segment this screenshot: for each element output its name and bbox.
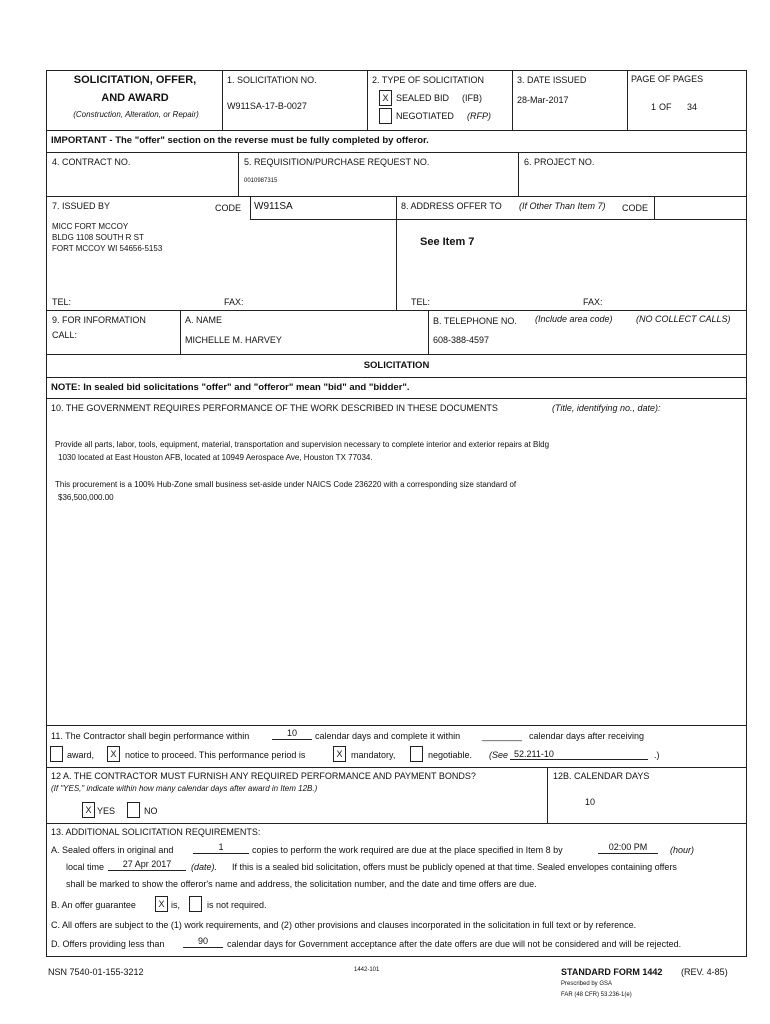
see-label: (See (489, 750, 509, 760)
item11-text-b: calendar days and complete it within (315, 731, 461, 741)
name-label: A. NAME (185, 315, 223, 325)
copies-count[interactable]: 1 (193, 842, 249, 854)
completion-days[interactable]: ________ (482, 731, 523, 741)
solicitation-no[interactable]: W911SA-17-B-0027 (227, 101, 307, 111)
issuer-address-line3: FORT MCCOY WI 54656-5153 (52, 244, 163, 253)
guarantee-is-checkbox[interactable]: X (155, 896, 168, 912)
no-collect-note: (NO COLLECT CALLS) (636, 314, 731, 324)
guarantee-not-checkbox[interactable] (189, 896, 202, 912)
contract-no-label: 4. CONTRACT NO. (52, 157, 131, 167)
acceptance-days[interactable]: 90 (183, 936, 223, 948)
work-description-line1: Provide all parts, labor, tools, equipment, material, transportation and supervision necessary to complete interior and exterior repairs at Bldg (55, 440, 550, 449)
item11-text-c: calendar days after receiving (529, 731, 645, 741)
page-number: 1 (651, 102, 657, 112)
info-call-label: CALL: (52, 330, 78, 340)
bonds-yes-label: YES (97, 806, 116, 816)
area-code-note: (Include area code) (535, 314, 613, 324)
form-code: 1442-101 (354, 967, 380, 973)
item13-label: 13. ADDITIONAL SOLICITATION REQUIREMENTS: (51, 827, 261, 837)
solicitation-heading: SOLICITATION (363, 360, 430, 371)
contact-phone[interactable]: 608-388-4597 (433, 335, 490, 345)
mandatory-label: mandatory, (351, 750, 396, 760)
item13d-text1: D. Offers providing less than (51, 939, 165, 949)
item13a-text3: If this is a sealed bid solicitation, offers must be publicly opened at that time. Sealed envelopes containing offers (232, 862, 677, 872)
item13b-text1: B. An offer guarantee (51, 900, 136, 910)
item13a-text2: copies to perform the work required are due at the place specified in Item 8 by (252, 845, 563, 855)
item11-text-a: 11. The Contractor shall begin performance within (51, 731, 250, 741)
contact-name[interactable]: MICHELLE M. HARVEY (185, 335, 282, 345)
item13d-text2: calendar days for Government acceptance after the date offers are due will not be considered and will be rejected. (227, 939, 682, 949)
item12a-label: 12 A. THE CONTRACTOR MUST FURNISH ANY REQUIRED PERFORMANCE AND PAYMENT BONDS? (51, 771, 476, 781)
requisition-label: 5. REQUISITION/PURCHASE REQUEST NO. (244, 157, 430, 167)
negotiated-label: NEGOTIATED (396, 111, 454, 121)
form-subtitle: (Construction, Alteration, or Repair) (73, 110, 199, 119)
solicitation-type-label: 2. TYPE OF SOLICITATION (372, 75, 485, 85)
negotiable-label: negotiable. (428, 750, 473, 760)
set-aside-line2: $36,500,000.00 (58, 493, 114, 502)
clause-number[interactable]: 52.211-10 (510, 749, 648, 760)
requisition-no[interactable]: 0010987315 (244, 178, 278, 184)
item13c-text: C. All offers are subject to the (1) work requirements, and (2) other provisions and clauses incorporated in the solicitation in full text or by reference. (51, 920, 637, 930)
bonds-no-label: NO (144, 806, 158, 816)
standard-form: STANDARD FORM 1442 (561, 967, 663, 977)
bonds-no-checkbox[interactable] (127, 802, 140, 818)
mandatory-checkbox[interactable]: X (333, 746, 346, 762)
work-description-line2: 1030 located at East Houston AFB, located at 10949 Aerospace Ave, Houston TX 77034. (58, 453, 373, 462)
form-title: SOLICITATION, OFFER, (73, 74, 197, 86)
local-time-label: local time (66, 862, 105, 872)
nsn-number: NSN 7540-01-155-3212 (48, 967, 144, 977)
negotiated-abbr: (RFP) (467, 111, 491, 121)
item13a-text1: A. Sealed offers in original and (51, 845, 174, 855)
sealed-bid-abbr: (IFB) (462, 93, 482, 103)
date-issued[interactable]: 28-Mar-2017 (517, 95, 569, 105)
item13b-text2: is not required. (207, 900, 267, 910)
sealed-bid-label: SEALED BID (396, 93, 450, 103)
of-label: OF (659, 102, 672, 112)
fax-label-2: FAX: (583, 297, 603, 307)
start-days[interactable]: 10 (272, 728, 312, 740)
see-end: .) (654, 750, 660, 760)
negotiable-checkbox[interactable] (410, 746, 423, 762)
notice-label: notice to proceed. This performance period is (125, 750, 306, 760)
address-offer-label: 8. ADDRESS OFFER TO (401, 201, 502, 211)
set-aside-line1: This procurement is a 100% Hub-Zone small business set-aside under NAICS Code 236220 with a corresponding size standard of (55, 480, 517, 489)
sealed-bid-checkbox[interactable]: X (379, 90, 392, 106)
issued-by-label: 7. ISSUED BY (52, 201, 111, 211)
tel-label-2: TEL: (411, 297, 431, 307)
solicitation-no-label: 1. SOLICITATION NO. (227, 75, 317, 85)
award-label: award, (67, 750, 95, 760)
issuer-code[interactable]: W911SA (254, 201, 293, 212)
notice-to-proceed-checkbox[interactable]: X (107, 746, 120, 762)
hour-label: (hour) (670, 845, 695, 855)
negotiated-checkbox[interactable] (379, 108, 392, 124)
fax-label: FAX: (224, 297, 244, 307)
issuer-address-line2: BLDG 1108 SOUTH R ST (52, 233, 144, 242)
far-reference: FAR (48 CFR) 53.236-1(e) (561, 992, 632, 998)
issuer-address-line1: MICC FORT MCCOY (52, 222, 129, 231)
code-label: CODE (215, 203, 242, 213)
item12a-note: (If "YES," indicate within how many calendar days after award in Item 12B.) (51, 784, 318, 793)
bonds-yes-checkbox[interactable]: X (82, 802, 95, 818)
prescribed-by: Prescribed by GSA (561, 981, 613, 987)
item10-note: (Title, identifying no., date): (552, 403, 661, 413)
item13a-text4: shall be marked to show the offeror's name and address, the solicitation number, and the date and time offers are due. (66, 879, 537, 889)
page-of-pages-label: PAGE OF PAGES (631, 74, 704, 84)
due-date[interactable]: 27 Apr 2017 (108, 859, 186, 871)
guarantee-is-label: is, (171, 900, 180, 910)
see-item-7: See Item 7 (420, 236, 475, 248)
total-pages: 34 (687, 102, 698, 112)
form-revision: (REV. 4-85) (681, 967, 728, 977)
important-notice: IMPORTANT - The "offer" section on the reverse must be fully completed by offeror. (51, 135, 429, 146)
due-time[interactable]: 02:00 PM (598, 842, 658, 854)
item10-label: 10. THE GOVERNMENT REQUIRES PERFORMANCE OF THE WORK DESCRIBED IN THESE DOCUMENTS (51, 403, 498, 413)
address-offer-note: (If Other Than Item 7) (519, 201, 606, 211)
sealed-bid-note: NOTE: In sealed bid solicitations "offer" and "offeror" mean "bid" and "bidder". (51, 382, 410, 393)
info-label: 9. FOR INFORMATION (52, 315, 146, 325)
code-label-2: CODE (622, 203, 649, 213)
project-no-label: 6. PROJECT NO. (524, 157, 595, 167)
form-title-line2: AND AWARD (101, 92, 169, 104)
award-checkbox[interactable] (50, 746, 63, 762)
calendar-days-label: 12B. CALENDAR DAYS (553, 771, 650, 781)
tel-label: TEL: (52, 297, 72, 307)
phone-label: B. TELEPHONE NO. (433, 316, 517, 326)
date-issued-label: 3. DATE ISSUED (517, 75, 587, 85)
calendar-days-value[interactable]: 10 (585, 797, 596, 807)
date-label: (date). (191, 862, 218, 872)
